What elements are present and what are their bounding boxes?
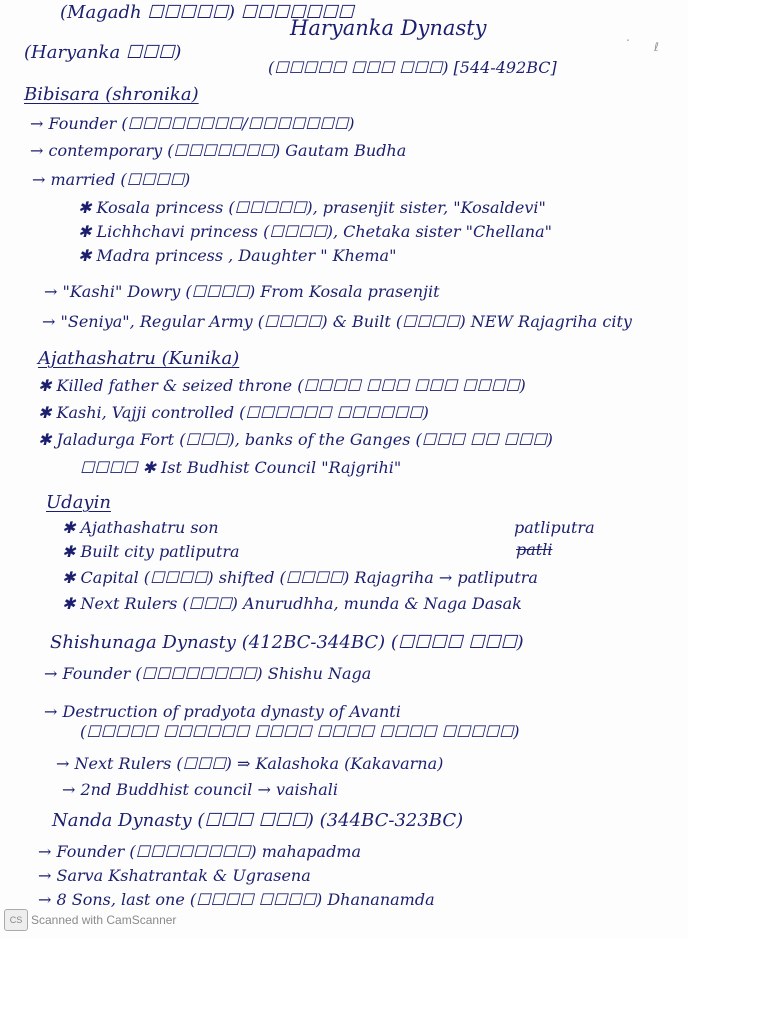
note-line: → Founder (☐☐☐☐☐☐☐☐) mahapadma [38,842,362,861]
note-line: ✱ Madra princess , Daughter " Khema" [78,246,397,265]
note-line-haryanka-dates: (☐☐☐☐☐ ☐☐☐ ☐☐☐) [544-492BC] [268,58,557,77]
corner-mark-dot: . [626,30,630,44]
camscanner-logo-icon: CS [4,909,28,931]
note-line: → contemporary (☐☐☐☐☐☐☐) Gautam Budha [30,141,407,160]
note-line: → 8 Sons, last one (☐☐☐☐ ☐☐☐☐) Dhananamda [38,890,435,909]
note-line: → "Seniya", Regular Army (☐☐☐☐) & Built (☐☐☐☐) NEW Rajagriha city [42,312,632,331]
note-line: ✱ Ajathashatru son [62,518,219,537]
note-line: → "Kashi" Dowry (☐☐☐☐) From Kosala prasenjit [44,282,440,301]
watermark-text: Scanned with CamScanner [31,913,177,927]
heading-udayin: Udayin [46,492,111,513]
heading-nanda: Nanda Dynasty (☐☐☐ ☐☐☐) (344BC-323BC) [52,810,464,831]
note-line: → 2nd Buddhist council → vaishali [62,780,338,799]
note-line: ✱ Killed father & seized throne (☐☐☐☐ ☐☐☐ ☐☐☐ ☐☐☐☐) [38,376,526,395]
note-line-magadh: (Magadh ☐☐☐☐☐) ☐☐☐☐☐☐☐ [60,2,354,23]
note-line: ☐☐☐☐ ✱ Ist Budhist Council "Rajgrihi" [80,458,402,477]
note-line: → Destruction of pradyota dynasty of Avanti [44,702,401,721]
margin-note-struck: patli [516,540,553,559]
heading-bibisara: Bibisara (shronika) [24,84,199,105]
note-line: ✱ Built city patliputra [62,542,240,561]
note-title-haryanka: Haryanka Dynasty [290,16,487,40]
note-line: ✱ Next Rulers (☐☐☐) Anurudhha, munda & Naga Dasak [62,594,522,613]
note-line: → married (☐☐☐☐) [32,170,191,189]
note-line-haryanka-telugu: (Haryanka ☐☐☐) [24,42,182,63]
note-line: ✱ Kashi, Vajji controlled (☐☐☐☐☐☐ ☐☐☐☐☐☐) [38,403,429,422]
note-line: ✱ Kosala princess (☐☐☐☐☐), prasenjit sister, "Kosaldevi" [78,198,546,217]
note-line: → Next Rulers (☐☐☐) ⇒ Kalashoka (Kakavarna) [56,754,444,773]
note-line: (☐☐☐☐☐ ☐☐☐☐☐☐ ☐☐☐☐ ☐☐☐☐ ☐☐☐☐ ☐☐☐☐☐) [80,722,520,741]
note-line: → Sarva Kshatrantak & Ugrasena [38,866,311,885]
heading-ajathashatru: Ajathashatru (Kunika) [38,348,240,369]
camscanner-watermark [4,909,176,931]
note-line: ✱ Capital (☐☐☐☐) shifted (☐☐☐☐) Rajagriha → patliputra [62,568,538,587]
heading-shishunaga: Shishunaga Dynasty (412BC-344BC) (☐☐☐☐ ☐☐☐) [50,632,524,653]
margin-note-patliputra: patliputra [514,518,595,537]
note-line: → Founder (☐☐☐☐☐☐☐☐/☐☐☐☐☐☐☐) [30,114,355,133]
note-line: ✱ Lichhchavi princess (☐☐☐☐), Chetaka sister "Chellana" [78,222,552,241]
note-line: → Founder (☐☐☐☐☐☐☐☐) Shishu Naga [44,664,372,683]
corner-mark-letter: ℓ [654,40,659,54]
note-line: ✱ Jaladurga Fort (☐☐☐), banks of the Ganges (☐☐☐ ☐☐ ☐☐☐) [38,430,553,449]
